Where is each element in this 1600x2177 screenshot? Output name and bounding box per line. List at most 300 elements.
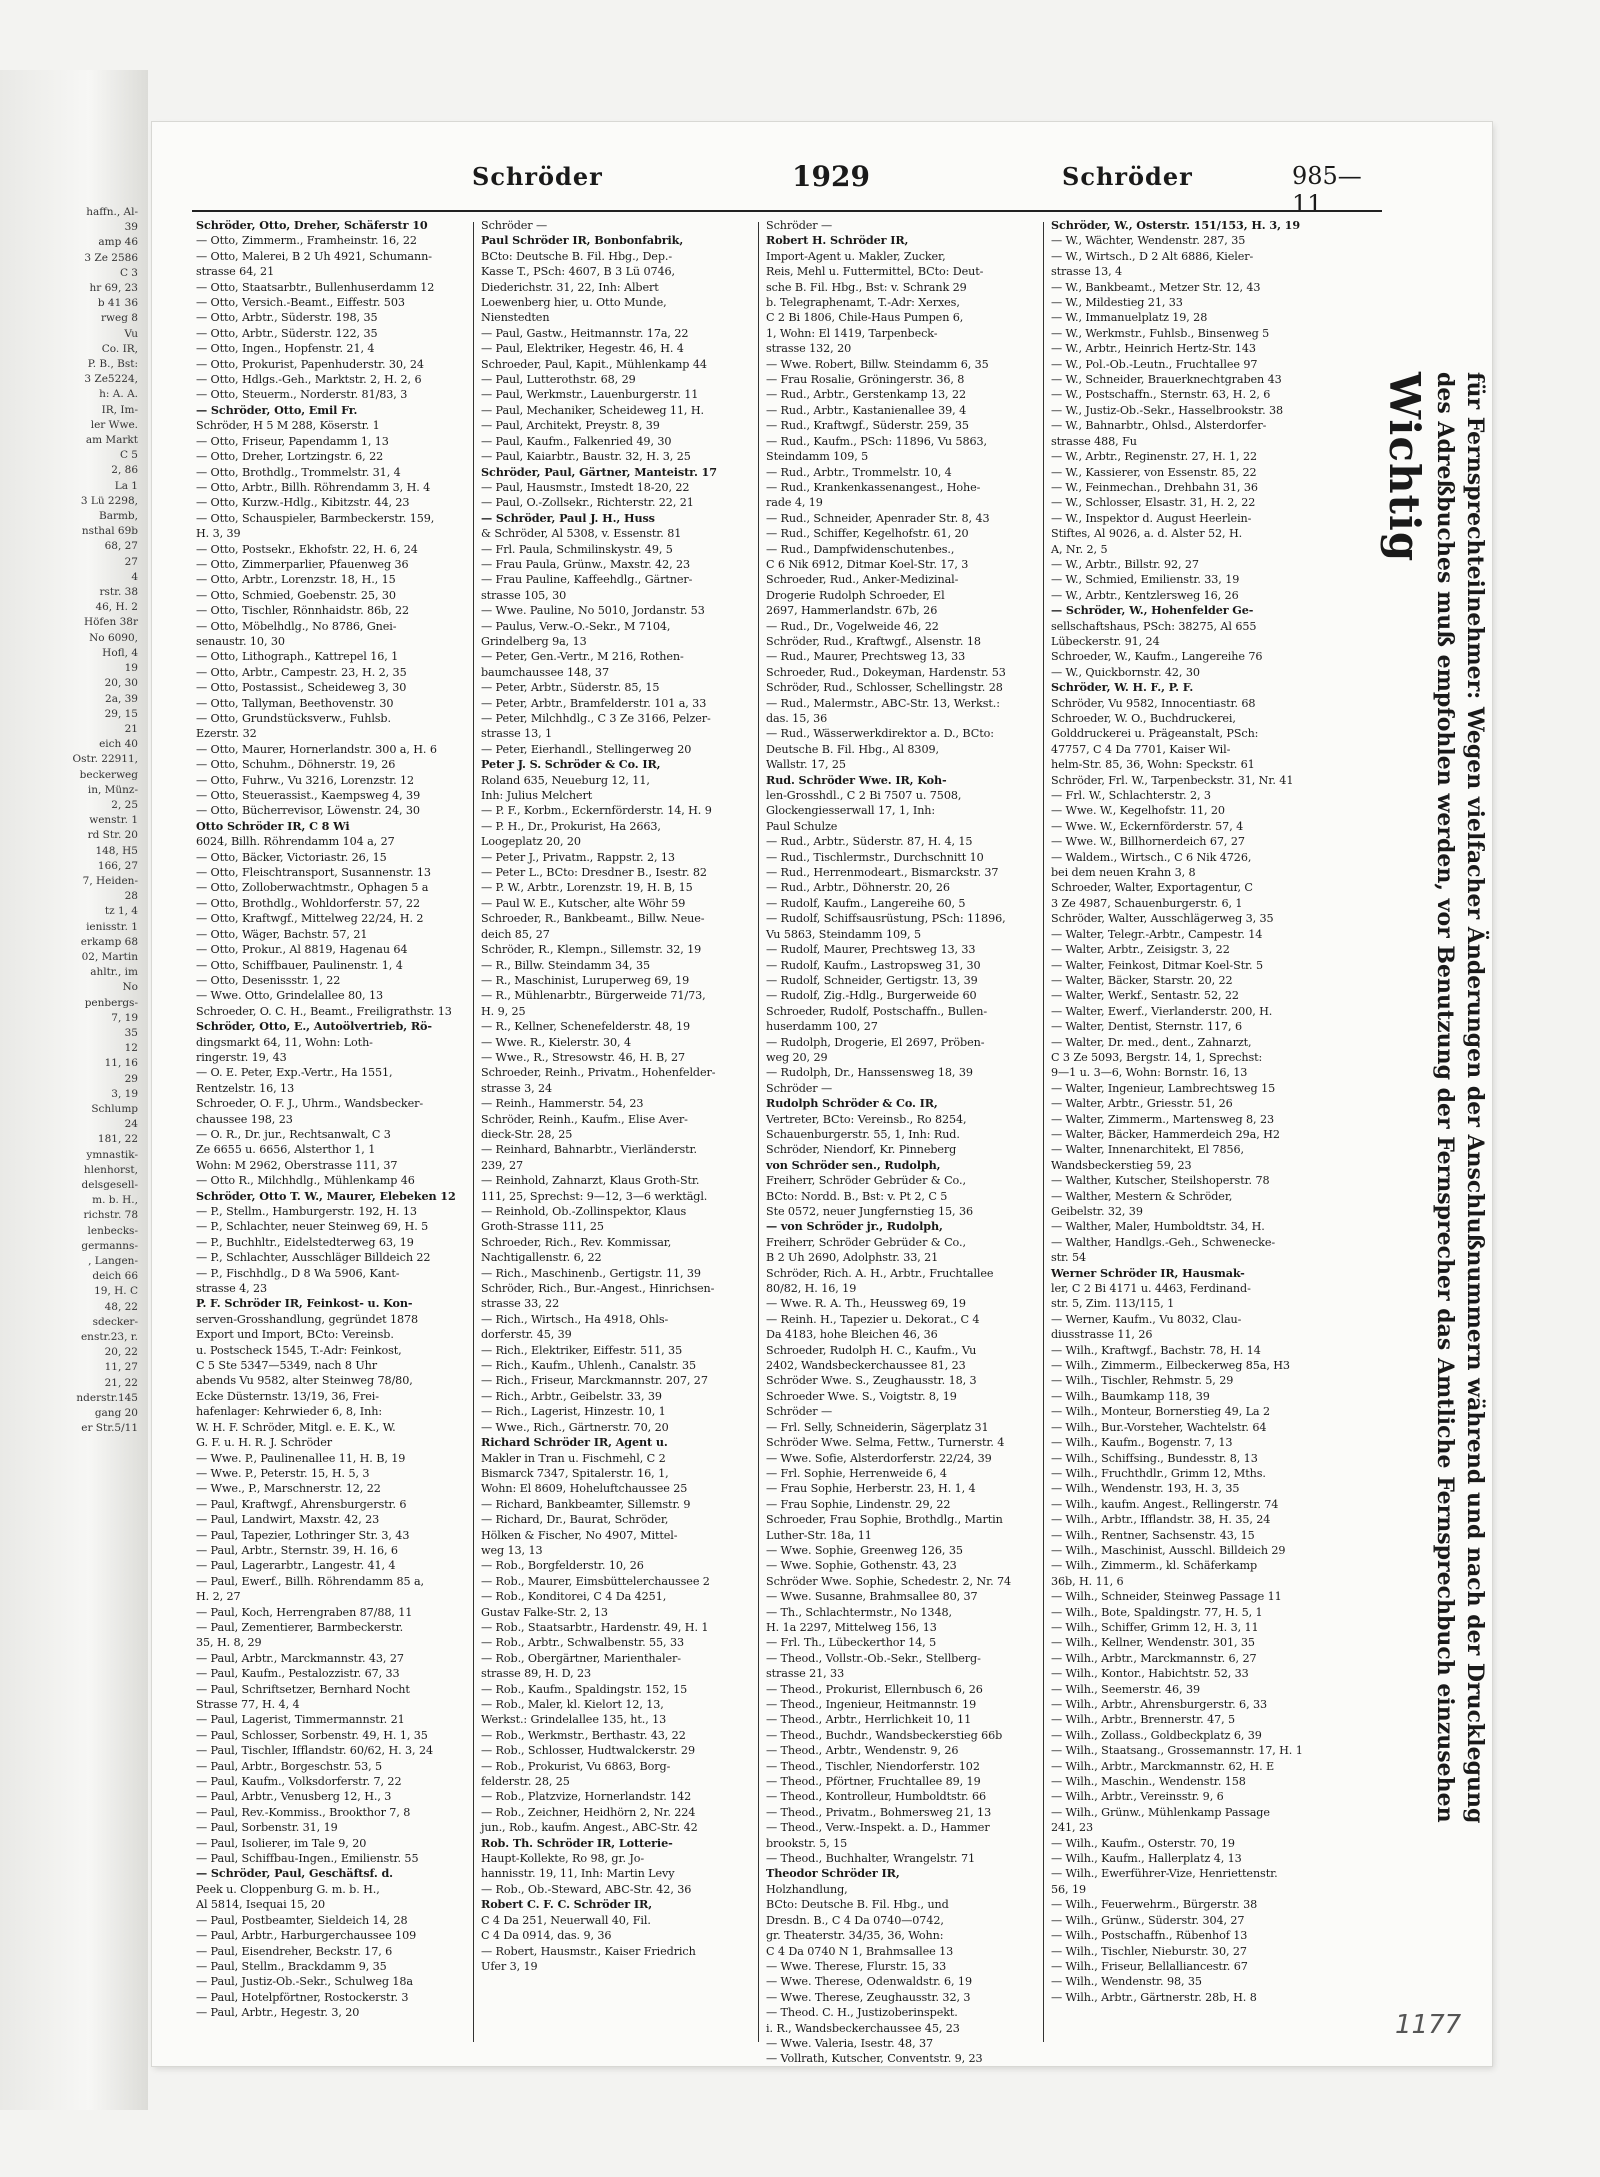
directory-entry: strasse 21, 33: [766, 1667, 845, 1681]
directory-entry: — Wwe. Sophie, Gothenstr. 43, 23: [766, 1559, 957, 1573]
directory-column-2: [481, 218, 749, 2048]
directory-entry: — R., Maschinist, Luruperweg 69, 19: [481, 973, 690, 987]
directory-entry: — Otto, Desenissstr. 1, 22: [196, 973, 341, 987]
directory-entry: — Otto, Ingen., Hopfenstr. 21, 4: [196, 342, 375, 356]
directory-entry: huserdamm 100, 27: [766, 1020, 878, 1034]
directory-column-4: [1051, 218, 1319, 2048]
directory-entry: — Wilh., Seemerstr. 46, 39: [1051, 1682, 1201, 1696]
directory-entry: strasse 33, 22: [481, 1297, 560, 1311]
directory-entry: weg 13, 13: [481, 1543, 543, 1557]
directory-entry: Schroeder, Rich., Rev. Kommissar,: [481, 1235, 672, 1249]
directory-entry: — Vollrath, Kutscher, Conventstr. 9, 23: [766, 2052, 983, 2066]
directory-entry: Makler in Tran u. Fischmehl, C 2: [481, 1451, 666, 1465]
directory-entry: — R., Billw. Steindamm 34, 35: [481, 958, 651, 972]
directory-entry: — P., Schlachter, Ausschläger Billdeich 22: [196, 1251, 431, 1265]
directory-entry: — W., Kassierer, von Essenstr. 85, 22: [1051, 465, 1257, 479]
directory-entry: — Frl. Paula, Schmilinskystr. 49, 5: [481, 542, 673, 556]
directory-entry: — W., Justiz-Ob.-Sekr., Hasselbrookstr. 38: [1051, 403, 1284, 417]
header-left-title: Schröder: [472, 162, 603, 191]
directory-entry: — Rud., Kraftwgf., Süderstr. 259, 35: [766, 419, 969, 433]
previous-page-line: 19: [124, 662, 138, 675]
previous-page-line: 2, 86: [111, 464, 138, 477]
header-page-number: 985—11: [1292, 162, 1362, 218]
directory-entry: — Otto, Möbelhdlg., No 8786, Gnei-: [196, 619, 397, 633]
directory-entry: gr. Theaterstr. 34/35, 36, Wohn:: [766, 1929, 944, 1943]
directory-entry: u. Postscheck 1545, T.-Adr: Feinkost,: [196, 1343, 402, 1357]
directory-entry: — Rob., Maurer, Eimsbüttelerchaussee 2: [481, 1574, 710, 1588]
directory-entry: Dresdn. B., C 4 Da 0740—0742,: [766, 1913, 944, 1927]
previous-page-line: 02, Martin: [81, 950, 138, 963]
directory-entry: — Rudolf, Maurer, Prechtsweg 13, 33: [766, 943, 976, 957]
directory-entry: Schroeder, Rud., Dokeyman, Hardenstr. 53: [766, 665, 1006, 679]
directory-entry: baumchaussee 148, 37: [481, 665, 609, 679]
directory-entry: — Otto, Malerei, B 2 Uh 4921, Schumann-: [196, 249, 432, 263]
directory-entry: Roland 635, Neueburg 12, 11,: [481, 773, 650, 787]
previous-page-line: in, Münz-: [87, 783, 138, 796]
previous-page-line: P. B., Bst:: [87, 358, 138, 371]
directory-entry: — Otto, Postassist., Scheideweg 3, 30: [196, 681, 407, 695]
directory-entry: strasse 488, Fu: [1051, 434, 1137, 448]
directory-entry: — Wwe. W., Eckernförderstr. 57, 4: [1051, 819, 1244, 833]
directory-entry: — P., Buchhltr., Eidelstedterweg 63, 19: [196, 1235, 414, 1249]
directory-entry: — P., Fischhdlg., D 8 Wa 5906, Kant-: [196, 1266, 400, 1280]
directory-entry: Schroeder Wwe. S., Voigtstr. 8, 19: [766, 1389, 957, 1403]
directory-entry: — Rud., Kaufm., PSch: 11896, Vu 5863,: [766, 434, 987, 448]
directory-entry: — Schröder, Paul, Geschäftsf. d.: [196, 1866, 393, 1881]
directory-entry: — Rudolf, Kaufm., Langereihe 60, 5: [766, 896, 966, 910]
directory-entry: — Wilh., Postschaffn., Rübenhof 13: [1051, 1929, 1248, 1943]
directory-entry: Vu 5863, Steindamm 109, 5: [766, 927, 921, 941]
directory-entry: strasse 105, 30: [481, 588, 567, 602]
directory-entry: Diederichstr. 31, 22, Inh: Albert: [481, 280, 659, 294]
directory-entry: Schroeder, Rud., Anker-Medizinal-: [766, 573, 959, 587]
directory-entry: — W., Bahnarbtr., Ohlsd., Alsterdorfer-: [1051, 419, 1267, 433]
directory-entry: dorferstr. 45, 39: [481, 1328, 572, 1342]
directory-entry: — Frl. Th., Lübeckerthor 14, 5: [766, 1636, 937, 1650]
previous-page-line: Höfen 38r: [83, 616, 138, 629]
directory-entry: Schröder, W. H. F., P. F.: [1051, 680, 1194, 695]
directory-entry: — Otto, Arbtr., Süderstr. 198, 35: [196, 311, 378, 325]
directory-entry: — Paul, Hotelpförtner, Rostockerstr. 3: [196, 1990, 409, 2004]
directory-entry: BCto: Deutsche B. Fil. Hbg., und: [766, 1898, 949, 1912]
previous-page-line: 28: [124, 890, 138, 903]
directory-entry: — Otto, Versich.-Beamt., Eiffestr. 503: [196, 296, 405, 310]
directory-entry: — Wilh., Tischler, Rehmstr. 5, 29: [1051, 1374, 1234, 1388]
directory-entry: Schröder, Frl. W., Tarpenbeckstr. 31, Nr. 41: [1051, 773, 1294, 787]
previous-page-line: haffn., Al-: [86, 206, 138, 218]
directory-entry: 35, H. 8, 29: [196, 1636, 262, 1650]
directory-entry: Ezerstr. 32: [196, 727, 257, 741]
notice-title: Wichtig: [1380, 372, 1429, 563]
directory-entry: — Wwe., P., Marschnerstr. 12, 22: [196, 1482, 381, 1496]
directory-entry: — Wwe. W., Kegelhofstr. 11, 20: [1051, 804, 1225, 818]
directory-entry: — W., Quickbornstr. 42, 30: [1051, 665, 1200, 679]
directory-entry: — Otto, Friseur, Papendamm 1, 13: [196, 434, 389, 448]
directory-entry: von Schröder sen., Rudolph,: [766, 1157, 941, 1172]
notice-text: für Fernsprechteilnehmer: Wegen vielfacher Änderungen der Anschlußnummern während und nach der Drucklegung des Adreßbuches muß empfohlen werden, vor Benutzung der Fernsprecher das Amtliche Fernsprechbuch einzusehen: [1432, 372, 1488, 1824]
directory-entry: — Rob., Zeichner, Heidhörn 2, Nr. 224: [481, 1805, 696, 1819]
directory-entry: — Paul, Arbtr., Hegestr. 3, 20: [196, 2006, 360, 2020]
directory-entry: — Wwe. P., Paulinenallee 11, H. B, 19: [196, 1451, 406, 1465]
directory-entry: — Wilh., Maschin., Wendenstr. 158: [1051, 1775, 1246, 1789]
directory-entry: — Paul, O.-Zollsekr., Richterstr. 22, 21: [481, 496, 694, 510]
directory-entry: senaustr. 10, 30: [196, 634, 285, 648]
directory-entry: — Rud., Wässerwerkdirektor a. D., BCto:: [766, 727, 994, 741]
previous-page-line: 4: [131, 570, 138, 583]
previous-page-line: 48, 22: [104, 1300, 138, 1313]
directory-entry: — Otto, Schuhm., Döhnerstr. 19, 26: [196, 758, 396, 772]
directory-entry: Richard Schröder IR, Agent u.: [481, 1435, 668, 1450]
directory-entry: — Otto R., Milchhdlg., Mühlenkamp 46: [196, 1174, 415, 1188]
directory-entry: — Rud., Schneider, Apenrader Str. 8, 43: [766, 511, 990, 525]
directory-entry: Nienstedten: [481, 311, 550, 325]
directory-entry: Peter J. S. Schröder & Co. IR,: [481, 757, 661, 772]
directory-entry: — Paul, Arbtr., Marckmannstr. 43, 27: [196, 1651, 404, 1665]
directory-entry: — Otto, Dreher, Lortzingstr. 6, 22: [196, 450, 384, 464]
directory-entry: Paul Schulze: [766, 819, 838, 833]
directory-entry: — Peter, Milchhdlg., C 3 Ze 3166, Pelzer-: [481, 712, 711, 725]
directory-entry: Schroeder, Walter, Exportagentur, C: [1051, 881, 1253, 895]
directory-entry: P. F. Schröder IR, Feinkost- u. Kon-: [196, 1296, 413, 1311]
directory-entry: — Otto, Grundstücksverw., Fuhlsb.: [196, 712, 391, 725]
directory-entry: Schröder, Otto, E., Autoölvertrieb, Rö-: [196, 1019, 432, 1034]
previous-page-line: germanns-: [81, 1239, 138, 1252]
directory-entry: W. H. F. Schröder, Mitgl. e. E. K., W.: [196, 1420, 396, 1434]
directory-entry: — W., Wirtsch., D 2 Alt 6886, Kieler-: [1051, 249, 1254, 263]
directory-entry: strasse 3, 24: [481, 1081, 553, 1095]
directory-entry: — Walter, Dentist, Sternstr. 117, 6: [1051, 1020, 1242, 1034]
directory-entry: Schröder —: [481, 219, 548, 232]
directory-entry: len-Grosshdl., C 2 Bi 7507 u. 7508,: [766, 789, 962, 803]
directory-entry: BCto: Deutsche B. Fil. Hbg., Dep.-: [481, 249, 673, 263]
directory-entry: serven-Grosshandlung, gegründet 1878: [196, 1312, 419, 1326]
directory-entry: — Peter, Gen.-Vertr., M 216, Rothen-: [481, 650, 684, 664]
directory-entry: 9—1 u. 3—6, Wohn: Bornstr. 16, 13: [1051, 1066, 1248, 1080]
directory-entry: — Wilh., Kraftwgf., Bachstr. 78, H. 14: [1051, 1343, 1261, 1357]
directory-entry: — Otto, Brothdlg., Wohldorferstr. 57, 22: [196, 896, 420, 910]
directory-entry: Rentzelstr. 16, 13: [196, 1081, 295, 1095]
directory-entry: — Peter J., Privatm., Rappstr. 2, 13: [481, 850, 675, 864]
directory-entry: Glockengiesserwall 17, 1, Inh:: [766, 804, 936, 818]
directory-entry: — Wilh., Kellner, Wendenstr. 301, 35: [1051, 1636, 1255, 1650]
directory-entry: strasse 4, 23: [196, 1282, 268, 1296]
directory-entry: 1, Wohn: El 1419, Tarpenbeck-: [766, 326, 938, 340]
directory-entry: — Paul, Architekt, Preystr. 8, 39: [481, 419, 660, 433]
directory-entry: — Paul, Schiffbau-Ingen., Emilienstr. 55: [196, 1852, 419, 1866]
directory-entry: 80/82, H. 16, 19: [766, 1282, 857, 1296]
directory-entry: rade 4, 19: [766, 496, 823, 510]
directory-entry: — Wilh., Arbtr., Vereinsstr. 9, 6: [1051, 1790, 1224, 1804]
directory-entry: — Paul W. E., Kutscher, alte Wöhr 59: [481, 896, 686, 910]
previous-page-line: delsgesell-: [81, 1179, 138, 1191]
directory-entry: — Paul, Postbeamter, Sieldeich 14, 28: [196, 1913, 408, 1927]
directory-entry: Schroeder, Rudolf, Postschaffn., Bullen-: [766, 1004, 988, 1018]
directory-entry: — Wilh., Fruchthdlr., Grimm 12, Mths.: [1051, 1466, 1266, 1480]
directory-entry: — Otto, Wäger, Bachstr. 57, 21: [196, 927, 368, 941]
directory-entry: 47757, C 4 Da 7701, Kaiser Wil-: [1051, 742, 1231, 756]
directory-entry: Peek u. Cloppenburg G. m. b. H.,: [196, 1882, 380, 1896]
directory-entry: Robert H. Schröder IR,: [766, 233, 909, 248]
directory-entry: Schroeder, O. C. H., Beamt., Freiligrathstr. 13: [196, 1004, 452, 1018]
directory-entry: A, Nr. 2, 5: [1051, 542, 1108, 556]
directory-entry: — Wilh., Arbtr., Ifflandstr. 38, H. 35, 24: [1051, 1513, 1271, 1527]
column-divider: [473, 222, 474, 2042]
directory-entry: Reis, Mehl u. Futtermittel, BCto: Deut-: [766, 265, 984, 279]
directory-entry: Schroeder, Rudolph H. C., Kaufm., Vu: [766, 1343, 977, 1357]
directory-entry: Schauenburgerstr. 55, 1, Inh: Rud.: [766, 1127, 960, 1141]
previous-page-line: m. b. H.,: [92, 1194, 138, 1207]
directory-entry: — Rob., Obergärtner, Marienthaler-: [481, 1651, 681, 1665]
directory-entry: strasse 13, 1: [481, 727, 553, 741]
directory-entry: — Wilh., Friseur, Bellalliancestr. 67: [1051, 1959, 1248, 1973]
directory-entry: — Wilh., Schneider, Steinweg Passage 11: [1051, 1590, 1282, 1604]
directory-entry: Holzhandlung,: [766, 1882, 848, 1896]
directory-entry: — Reinh. H., Tapezier u. Dekorat., C 4: [766, 1312, 980, 1326]
previous-page-line: 3 Ze5224,: [84, 373, 138, 386]
directory-entry: — Wwe. Therese, Zeughausstr. 32, 3: [766, 1990, 971, 2004]
directory-entry: Schroeder, W. O., Buchdruckerei,: [1051, 712, 1236, 725]
directory-entry: — Otto, Kurzw.-Hdlg., Kibitzstr. 44, 23: [196, 496, 410, 510]
previous-page-line: er Str.5/11: [81, 1422, 138, 1435]
directory-entry: — W., Schlosser, Elsastr. 31, H. 2, 22: [1051, 496, 1256, 510]
directory-entry: — Walter, Zimmerm., Martensweg 8, 23: [1051, 1112, 1274, 1126]
directory-entry: Schröder, Rich. A. H., Arbtr., Fruchtallee: [766, 1266, 994, 1280]
directory-entry: — Theod., Arbtr., Wendenstr. 9, 26: [766, 1744, 959, 1758]
directory-entry: — Frl. Sophie, Herrenweide 6, 4: [766, 1466, 947, 1480]
directory-entry: — Rob., Borgfelderstr. 10, 26: [481, 1559, 644, 1573]
directory-entry: — Wwe. Therese, Flurstr. 15, 33: [766, 1959, 947, 1973]
directory-entry: Golddruckerei u. Prägeanstalt, PSch:: [1051, 727, 1259, 741]
directory-entry: — Otto, Hdlgs.-Geh., Marktstr. 2, H. 2, 6: [196, 373, 422, 387]
directory-entry: Schröder, Walter, Ausschlägerweg 3, 35: [1051, 912, 1274, 926]
directory-entry: — Rich., Maschinenb., Gertigstr. 11, 39: [481, 1266, 701, 1280]
directory-entry: — Otto, Tischler, Rönnhaidstr. 86b, 22: [196, 604, 410, 618]
directory-entry: — Wilh., Bote, Spaldingstr. 77, H. 5, 1: [1051, 1605, 1263, 1619]
previous-page-line: hlenhorst,: [83, 1163, 138, 1176]
previous-page-line: C 3: [119, 266, 138, 279]
directory-entry: Werkst.: Grindelallee 135, ht., 13: [481, 1713, 667, 1727]
directory-entry: Rudolph Schröder & Co. IR,: [766, 1096, 938, 1111]
directory-entry: — Rich., Elektriker, Eiffestr. 511, 35: [481, 1343, 683, 1357]
directory-entry: — Rob., Prokurist, Vu 6863, Borg-: [481, 1759, 671, 1773]
directory-entry: Schroeder, O. F. J., Uhrm., Wandsbecker-: [196, 1097, 424, 1111]
directory-entry: — Schröder, Otto, Emil Fr.: [196, 402, 358, 417]
directory-entry: — Otto, Zimmerm., Framheinstr. 16, 22: [196, 234, 417, 248]
directory-entry: — Peter, Arbtr., Süderstr. 85, 15: [481, 681, 660, 695]
directory-entry: — Otto, Steuerm., Norderstr. 81/83, 3: [196, 388, 408, 402]
directory-entry: Schröder, Rich., Bur.-Angest., Hinrichsen-: [481, 1282, 715, 1296]
directory-entry: Da 4183, hohe Bleichen 46, 36: [766, 1328, 938, 1342]
directory-entry: Import-Agent u. Makler, Zucker,: [766, 249, 946, 263]
directory-columns: [196, 218, 1326, 2066]
directory-entry: Schröder, Niendorf, Kr. Pinneberg: [766, 1143, 957, 1157]
directory-entry: — Reinhold, Zahnarzt, Klaus Groth-Str.: [481, 1174, 700, 1188]
directory-entry: & Schröder, Al 5308, v. Essenstr. 81: [481, 527, 682, 541]
directory-entry: — Paul, Tapezier, Lothringer Str. 3, 43: [196, 1528, 410, 1542]
directory-entry: — Otto, Arbtr., Süderstr. 122, 35: [196, 326, 378, 340]
directory-entry: — Theod., Vollstr.-Ob.-Sekr., Stellberg-: [766, 1651, 981, 1665]
previous-page-line: rstr. 38: [99, 586, 138, 599]
page-header: [152, 122, 1372, 218]
directory-entry: — Walther, Kutscher, Steilshoperstr. 78: [1051, 1174, 1270, 1188]
directory-entry: — Paul, Lutterothstr. 68, 29: [481, 373, 636, 387]
directory-entry: Inh: Julius Melchert: [481, 789, 593, 803]
directory-entry: — Paul, Rev.-Kommiss., Brookthor 7, 8: [196, 1805, 411, 1819]
directory-entry: 111, 25, Sprechst: 9—12, 3—6 werktägl.: [481, 1189, 708, 1203]
directory-entry: — Rudolf, Zig.-Hdlg., Burgerweide 60: [766, 989, 977, 1003]
directory-entry: — Walter, Bäcker, Starstr. 20, 22: [1051, 973, 1233, 987]
directory-entry: — Frau Sophie, Herberstr. 23, H. 1, 4: [766, 1482, 976, 1496]
previous-page-line: h: A. A.: [99, 388, 138, 401]
directory-entry: — Wwe. R. A. Th., Heussweg 69, 19: [766, 1297, 966, 1311]
directory-entry: — Walter, Bäcker, Hammerdeich 29a, H2: [1051, 1127, 1280, 1141]
directory-entry: — Walter, Werkf., Sentastr. 52, 22: [1051, 989, 1239, 1003]
directory-entry: — W., Arbtr., Reginenstr. 27, H. 1, 22: [1051, 450, 1257, 464]
directory-entry: — Walter, Feinkost, Ditmar Koel-Str. 5: [1051, 958, 1263, 972]
previous-page-line: 3, 19: [111, 1087, 138, 1100]
directory-entry: Groth-Strasse 111, 25: [481, 1220, 604, 1234]
previous-page-line: 3 Ze 2586: [84, 251, 138, 264]
directory-entry: Schröder, Rud., Kraftwgf., Alsenstr. 18: [766, 634, 981, 648]
directory-entry: — Wilh., Baumkamp 118, 39: [1051, 1389, 1210, 1403]
directory-entry: — Wilh., Wendenstr. 98, 35: [1051, 1975, 1202, 1989]
directory-entry: — Peter, Eierhandl., Stellingerweg 20: [481, 742, 692, 756]
directory-entry: H. 2, 27: [196, 1590, 241, 1604]
directory-entry: — Reinhold, Ob.-Zollinspektor, Klaus: [481, 1205, 687, 1218]
directory-entry: — P. H., Dr., Prokurist, Ha 2663,: [481, 819, 661, 833]
directory-entry: — Rud., Arbtr., Trommelstr. 10, 4: [766, 465, 952, 479]
directory-entry: Schroeder, W., Kaufm., Langereihe 76: [1051, 650, 1263, 664]
previous-page-line: 21: [124, 722, 138, 735]
previous-page-line: enstr.23, r.: [80, 1331, 138, 1344]
directory-entry: — Wilh., Maschinist, Ausschl. Billdeich 29: [1051, 1543, 1286, 1557]
previous-page-line: 11, 27: [104, 1361, 138, 1374]
directory-entry: — Wilh., Rentner, Sachsenstr. 43, 15: [1051, 1528, 1255, 1542]
directory-entry: deich 85, 27: [481, 927, 550, 941]
directory-entry: — Paul, Sorbenstr. 31, 19: [196, 1821, 338, 1835]
directory-entry: Schröder, Vu 9582, Innocentiastr. 68: [1051, 696, 1256, 710]
directory-entry: — Theod., Verw.-Inspekt. a. D., Hammer: [766, 1821, 990, 1835]
directory-entry: felderstr. 28, 25: [481, 1775, 570, 1789]
directory-entry: — Frl. W., Schlachterstr. 2, 3: [1051, 789, 1211, 803]
side-notice: [1380, 372, 1490, 1872]
directory-entry: — Otto, Brothdlg., Trommelstr. 31, 4: [196, 465, 401, 479]
directory-entry: Vertreter, BCto: Vereinsb., Ro 8254,: [766, 1112, 967, 1126]
directory-entry: — Wwe., R., Stresowstr. 46, H. B, 27: [481, 1050, 686, 1064]
directory-entry: 2697, Hammerlandstr. 67b, 26: [766, 604, 938, 618]
directory-entry: — Walther, Mestern & Schröder,: [1051, 1189, 1233, 1203]
directory-entry: — Rud., Dr., Vogelweide 46, 22: [766, 619, 939, 633]
directory-entry: — Waldem., Wirtsch., C 6 Nik 4726,: [1051, 850, 1252, 864]
directory-entry: — Otto, Prokur., Al 8819, Hagenau 64: [196, 943, 408, 957]
directory-entry: — Rud., Schiffer, Kegelhofstr. 61, 20: [766, 527, 969, 541]
directory-entry: — Walter, Ingenieur, Lambrechtsweg 15: [1051, 1081, 1276, 1095]
directory-entry: Robert C. F. C. Schröder IR,: [481, 1897, 652, 1912]
directory-entry: — W., Mildestieg 21, 33: [1051, 296, 1183, 310]
directory-entry: — Wilh., Grünw., Süderstr. 304, 27: [1051, 1913, 1245, 1927]
directory-entry: Werner Schröder IR, Hausmak-: [1051, 1265, 1245, 1280]
directory-entry: — Wilh., Kaufm., Osterstr. 70, 19: [1051, 1836, 1235, 1850]
previous-page-line: sdecker-: [92, 1315, 138, 1328]
directory-entry: Wallstr. 17, 25: [766, 758, 846, 772]
directory-entry: Stiftes, Al 9026, a. d. Alster 52, H.: [1051, 527, 1243, 541]
directory-entry: — Otto, Schiffbauer, Paulinenstr. 1, 4: [196, 958, 403, 972]
directory-entry: C 6 Nik 6912, Ditmar Koel-Str. 17, 3: [766, 557, 969, 571]
directory-entry: abends Vu 9582, alter Steinweg 78/80,: [196, 1374, 413, 1388]
directory-entry: bei dem neuen Krahn 3, 8: [1051, 866, 1196, 880]
previous-page-line: 3 Lü 2298,: [80, 494, 138, 507]
directory-entry: — Otto, Zolloberwachtmstr., Ophagen 5 a: [196, 881, 429, 895]
directory-entry: — Walther, Handlgs.-Geh., Schwenecke-: [1051, 1235, 1276, 1249]
directory-entry: — Wilh., Ewerführer-Vize, Henriettenstr.: [1051, 1867, 1278, 1881]
directory-entry: Bismarck 7347, Spitalerstr. 16, 1,: [481, 1466, 669, 1480]
directory-entry: — Paul, Landwirt, Maxstr. 42, 23: [196, 1513, 380, 1527]
column-divider: [1043, 222, 1044, 2042]
directory-entry: — Otto, Fuhrw., Vu 3216, Lorenzstr. 12: [196, 773, 415, 787]
directory-entry: H. 3, 39: [196, 527, 241, 541]
directory-entry: — Paul, Stellm., Brackdamm 9, 35: [196, 1959, 387, 1973]
directory-entry: — Wilh., Feuerwehrm., Bürgerstr. 38: [1051, 1898, 1258, 1912]
directory-entry: — Wilh., Tischler, Nieburstr. 30, 27: [1051, 1944, 1247, 1958]
directory-entry: — Paul, Ewerf., Billh. Röhrendamm 85 a,: [196, 1574, 424, 1588]
directory-entry: — W., Schneider, Brauerknechtgraben 43: [1051, 373, 1282, 387]
previous-page-line: eich 40: [99, 738, 138, 751]
previous-page-line: penbergs-: [84, 996, 138, 1009]
directory-entry: — Theod., Privatm., Bohmersweg 21, 13: [766, 1805, 992, 1819]
previous-page-line: 20, 30: [104, 677, 138, 690]
directory-entry: sche B. Fil. Hbg., Bst: v. Schrank 29: [766, 280, 967, 294]
directory-entry: — Theod., Buchdr., Wandsbeckerstieg 66b: [766, 1728, 1003, 1742]
directory-entry: Loewenberg hier, u. Otto Munde,: [481, 296, 667, 310]
directory-entry: jun., Rob., kaufm. Angest., ABC-Str. 42: [481, 1821, 698, 1835]
previous-page-line: 148, H5: [95, 844, 138, 857]
directory-entry: Haupt-Kollekte, Ro 98, gr. Jo-: [481, 1852, 645, 1866]
directory-entry: — Paul, Kaufm., Volksdorferstr. 7, 22: [196, 1775, 402, 1789]
directory-entry: — Wilh., kaufm. Angest., Rellingerstr. 74: [1051, 1497, 1279, 1511]
previous-page-line: 68, 27: [104, 540, 138, 553]
directory-entry: — P. W., Arbtr., Lorenzstr. 19, H. B, 15: [481, 881, 693, 895]
directory-entry: — Frau Pauline, Kaffeehdlg., Gärtner-: [481, 573, 693, 587]
directory-entry: Geibelstr. 32, 39: [1051, 1205, 1143, 1218]
directory-entry: — Wwe. P., Peterstr. 15, H. 5, 3: [196, 1466, 370, 1480]
handwritten-page-annotation: 1177: [1395, 2010, 1462, 2040]
directory-entry: ringerstr. 19, 43: [196, 1050, 287, 1064]
directory-entry: str. 54: [1051, 1251, 1087, 1265]
previous-page-line: 27: [124, 555, 138, 568]
directory-entry: helm-Str. 85, 36, Wohn: Speckstr. 61: [1051, 758, 1255, 772]
directory-page: [152, 122, 1492, 2066]
previous-page-line: , Langen-: [88, 1255, 138, 1268]
header-year: 1929: [792, 160, 870, 193]
directory-entry: das. 15, 36: [766, 712, 828, 725]
directory-entry: Ecke Düsternstr. 13/19, 36, Frei-: [196, 1389, 379, 1403]
directory-entry: — Wilh., Grünw., Mühlenkamp Passage: [1051, 1805, 1270, 1819]
directory-entry: Schröder Wwe. Sophie, Schedestr. 2, Nr. 74: [766, 1574, 1012, 1588]
directory-entry: — Rud., Herrenmodeart., Bismarckstr. 37: [766, 866, 999, 880]
directory-entry: — Paul, Koch, Herrengraben 87/88, 11: [196, 1605, 413, 1619]
directory-entry: Schröder Wwe. Selma, Fettw., Turnerstr. 4: [766, 1436, 1005, 1450]
directory-entry: — Walther, Maler, Humboldtstr. 34, H.: [1051, 1220, 1265, 1234]
directory-entry: Kasse T., PSch: 4607, B 3 Lü 0746,: [481, 265, 676, 279]
directory-entry: — R., Kellner, Schenefelderstr. 48, 19: [481, 1020, 691, 1034]
directory-entry: — Wilh., Monteur, Bornerstieg 49, La 2: [1051, 1405, 1270, 1419]
directory-entry: Otto Schröder IR, C 8 Wi: [196, 818, 350, 833]
header-rule: [192, 210, 1382, 212]
directory-entry: — Peter L., BCto: Dresdner B., Isestr. 82: [481, 866, 707, 880]
previous-page-line: 20, 22: [104, 1346, 138, 1359]
previous-page-line: lenbecks-: [87, 1224, 138, 1237]
directory-entry: — Rud., Malermstr., ABC-Str. 13, Werkst.:: [766, 696, 1000, 710]
